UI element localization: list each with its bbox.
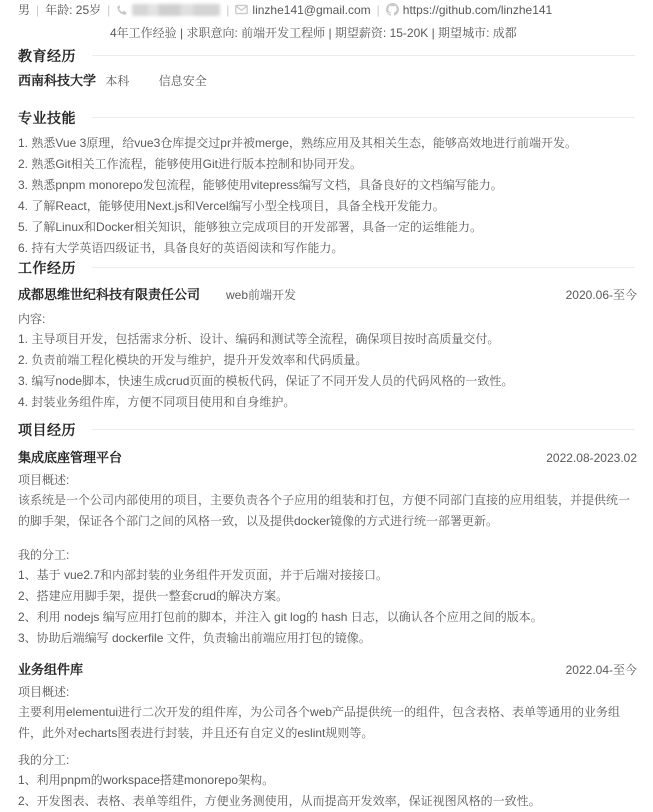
skills-list	[18, 133, 637, 259]
section-header-skills	[18, 109, 637, 126]
work-entry-header	[18, 284, 637, 300]
education-entry	[18, 70, 637, 88]
gender-text: 男	[18, 3, 31, 17]
section-rule	[92, 267, 635, 268]
list-item: 2. 负责前端工程化模块的开发与维护，提升开发效率和代码质量。	[18, 353, 368, 367]
project-task-list	[18, 565, 637, 649]
list-item: 4. 封装业务组件库，方便不同项目使用和自身维护。	[18, 395, 296, 409]
section-title: 工作经历	[18, 259, 76, 276]
section-title: 项目经历	[18, 421, 76, 438]
list-item: 2、开发图表、表格、表单等组件，方便业务测使用，从而提高开发效率，保证视图风格的一致性。	[18, 794, 541, 808]
age-text: 年龄: 25岁	[45, 3, 102, 17]
email-link[interactable]: linzhe141@gmail.com	[252, 2, 371, 17]
company-name: 成都思维世纪科技有限责任公司	[18, 287, 201, 302]
list-item: 3. 熟悉pnpm monorepo发包流程，能够使用vitepress编写文档，具备良好的文档编写能力。	[18, 178, 503, 192]
work-content-label: 内容:	[18, 312, 46, 326]
list-item: 1、利用pnpm的workspace搭建monorepo架构。	[18, 773, 275, 787]
separator: |	[226, 2, 230, 17]
project-overview: 主要利用elementui进行二次开发的组件库，为公司各个web产品提供统一的组件，包含表格、表单等通用的业务组件，此外对echarts图表进行封装，并且还有自定义的eslint规则等。	[18, 705, 621, 740]
list-item: 3. 编写node脚本，快速生成crud页面的模板代码，保证了不同开发人员的代码风格的一致性。	[18, 374, 514, 388]
work-content-list	[18, 329, 637, 413]
section-header-work	[18, 259, 637, 276]
list-item: 2. 熟悉Git相关工作流程，能够使用Git进行版本控制和协同开发。	[18, 157, 363, 171]
project-entry-header	[18, 659, 637, 675]
degree: 本科	[105, 74, 130, 88]
project-period: 2022.08-2023.02	[546, 451, 637, 465]
section-header-projects	[18, 421, 637, 438]
github-link[interactable]: https://github.com/linzhe141	[402, 2, 553, 17]
phone-number-redacted	[132, 4, 220, 16]
contact-line	[18, 2, 637, 17]
list-item: 1. 主导项目开发，包括需求分析、设计、编码和测试等全流程，确保项目按时高质量交付。	[18, 332, 500, 346]
project-division-label: 我的分工:	[18, 548, 70, 562]
section-header-education	[18, 47, 637, 64]
github-icon	[386, 3, 399, 16]
project-entry-header	[18, 447, 637, 463]
list-item: 4. 了解React，能够使用Next.js和Vercel编写小型全栈项目，具备全栈开发能力。	[18, 199, 445, 213]
list-item: 5. 了解Linux和Docker相关知识，能够独立完成项目的开发部署，具备一定的运维能力。	[18, 220, 483, 234]
work-period: 2020.06-至今	[565, 288, 637, 302]
separator: |	[376, 2, 380, 17]
project-period: 2022.04-至今	[565, 663, 637, 677]
project-division-label: 我的分工:	[18, 753, 70, 767]
project-overview: 该系统是一个公司内部使用的项目，主要负责各个子应用的组装和打包，方便不同部门直接的应用组装，并提供统一的脚手架，保证各个部门之间的风格一致，以及提供docker镜像的方式进行统一部署更新。	[18, 493, 631, 528]
list-item: 1. 熟悉Vue 3原理，给vue3仓库提交过pr并被merge，熟练应用及其相关生态，能够高效地进行前端开发。	[18, 136, 577, 150]
section-rule	[92, 117, 635, 118]
section-title: 教育经历	[18, 47, 76, 64]
separator: |	[107, 2, 111, 17]
job-role: web前端开发	[226, 288, 297, 302]
separator: |	[36, 2, 40, 17]
phone-icon	[116, 4, 128, 16]
major: 信息安全	[158, 74, 207, 88]
section-title: 专业技能	[18, 109, 76, 126]
list-item: 2、利用 nodejs 编写应用打包前的脚本，并注入 git log的 hash 日志，以确认各个应用之间的版本。	[18, 610, 543, 624]
project-task-list	[18, 770, 637, 812]
job-intention-line: 4年工作经验 | 求职意向: 前端开发工程师 | 期望薪资: 15-20K | 期望城市: 成都	[110, 26, 517, 40]
list-item: 2、搭建应用脚手架，提供一整套crud的解决方案。	[18, 589, 289, 603]
email-icon	[235, 4, 248, 15]
project-name: 集成底座管理平台	[18, 450, 123, 465]
school-name: 西南科技大学	[18, 73, 97, 88]
project-overview-label: 项目概述:	[18, 473, 70, 487]
list-item: 1、基于 vue2.7和内部封装的业务组件开发页面，并于后端对接接口。	[18, 568, 389, 582]
project-overview-label: 项目概述:	[18, 685, 70, 699]
project-name: 业务组件库	[18, 662, 84, 677]
section-rule	[92, 55, 635, 56]
list-item: 3、协助后端编写 dockerfile 文件，负责输出前端应用打包的镜像。	[18, 631, 371, 645]
list-item: 6. 持有大学英语四级证书，具备良好的英语阅读和写作能力。	[18, 241, 344, 255]
section-rule	[92, 429, 635, 430]
